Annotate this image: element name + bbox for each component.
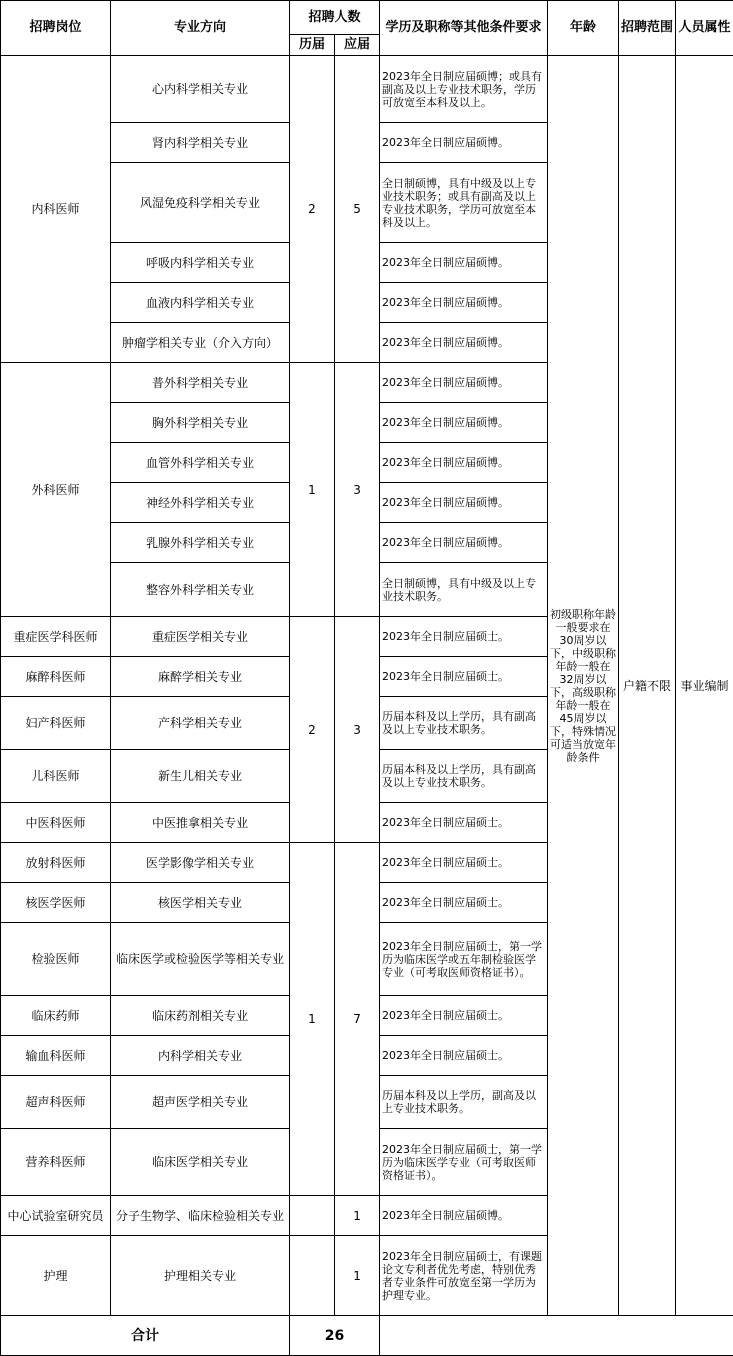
major-cell: 麻醉学相关专业 <box>111 657 290 697</box>
requirement-cell: 2023年全日制应届硕博。 <box>380 363 548 403</box>
requirement-cell: 2023年全日制应届硕博。 <box>380 243 548 283</box>
prev-count-cell: 1 <box>290 843 335 1196</box>
requirement-cell: 2023年全日制应届硕士，第一学历为临床医学或五年制检验医学专业（可考取医师资格证书）。 <box>380 923 548 996</box>
major-cell: 新生儿相关专业 <box>111 750 290 803</box>
major-cell: 产科学相关专业 <box>111 697 290 750</box>
major-cell: 呼吸内科学相关专业 <box>111 243 290 283</box>
major-cell: 核医学相关专业 <box>111 883 290 923</box>
major-cell: 血管外科学相关专业 <box>111 443 290 483</box>
requirement-cell: 2023年全日制应届硕士，第一学历为临床医学专业（可考取医师资格证书）。 <box>380 1129 548 1196</box>
header-major: 专业方向 <box>111 1 290 56</box>
requirement-cell: 2023年全日制应届硕博。 <box>380 283 548 323</box>
requirement-cell: 历届本科及以上学历，具有副高及以上专业技术职务。 <box>380 697 548 750</box>
major-cell: 肾内科学相关专业 <box>111 123 290 163</box>
requirement-cell: 2023年全日制应届硕博。 <box>380 323 548 363</box>
major-cell: 医学影像学相关专业 <box>111 843 290 883</box>
header-curr: 应届 <box>335 35 380 56</box>
curr-count-cell: 1 <box>335 1196 380 1236</box>
major-cell: 临床医学相关专业 <box>111 1129 290 1196</box>
major-cell: 分子生物学、临床检验相关专业 <box>111 1196 290 1236</box>
requirement-cell: 全日制硕博，具有中级及以上专业技术职务。 <box>380 563 548 617</box>
prev-count-cell: 2 <box>290 617 335 843</box>
prev-count-cell: 2 <box>290 56 335 363</box>
position-cell: 临床药师 <box>1 996 111 1036</box>
requirement-cell: 2023年全日制应届硕博；或具有副高及以上专业技术职务，学历可放宽至本科及以上。 <box>380 56 548 123</box>
requirement-cell: 2023年全日制应届硕士。 <box>380 996 548 1036</box>
position-cell: 外科医师 <box>1 363 111 617</box>
prev-count-cell: 1 <box>290 363 335 617</box>
major-cell: 普外科学相关专业 <box>111 363 290 403</box>
curr-count-cell: 3 <box>335 617 380 843</box>
curr-count-cell: 1 <box>335 1236 380 1316</box>
position-cell: 检验医师 <box>1 923 111 996</box>
header-requirements: 学历及职称等其他条件要求 <box>380 1 548 56</box>
requirement-cell: 历届本科及以上学历，具有副高及以上专业技术职务。 <box>380 750 548 803</box>
position-cell: 营养科医师 <box>1 1129 111 1196</box>
requirement-cell: 2023年全日制应届硕士。 <box>380 1036 548 1076</box>
requirement-cell: 2023年全日制应届硕博。 <box>380 523 548 563</box>
major-cell: 超声医学相关专业 <box>111 1076 290 1129</box>
position-cell: 核医学医师 <box>1 883 111 923</box>
requirement-cell: 全日制硕博，具有中级及以上专业技术职务；或具有副高及以上专业技术职务，学历可放宽至本科及以上。 <box>380 163 548 243</box>
major-cell: 整容外科学相关专业 <box>111 563 290 617</box>
major-cell: 肿瘤学相关专业（介入方向） <box>111 323 290 363</box>
prev-count-cell <box>290 1236 335 1316</box>
requirement-cell: 2023年全日制应届硕士。 <box>380 843 548 883</box>
requirement-cell: 2023年全日制应届硕博。 <box>380 443 548 483</box>
position-cell: 超声科医师 <box>1 1076 111 1129</box>
position-cell: 内科医师 <box>1 56 111 363</box>
position-cell: 麻醉科医师 <box>1 657 111 697</box>
requirement-cell: 2023年全日制应届硕士。 <box>380 883 548 923</box>
header-scope: 招聘范围 <box>619 1 676 56</box>
total-label: 合计 <box>1 1316 290 1356</box>
major-cell: 中医推拿相关专业 <box>111 803 290 843</box>
position-cell: 妇产科医师 <box>1 697 111 750</box>
type-cell: 事业编制 <box>676 56 733 1316</box>
major-cell: 胸外科学相关专业 <box>111 403 290 443</box>
major-cell: 心内科学相关专业 <box>111 56 290 123</box>
curr-count-cell: 5 <box>335 56 380 363</box>
curr-count-cell: 3 <box>335 363 380 617</box>
requirement-cell: 2023年全日制应届硕士，有课题论文专利者优先考虑，特别优秀者专业条件可放宽至第一学历为护理专业。 <box>380 1236 548 1316</box>
position-cell: 护理 <box>1 1236 111 1316</box>
header-count: 招聘人数 <box>290 1 380 35</box>
requirement-cell: 2023年全日制应届硕博。 <box>380 403 548 443</box>
position-cell: 中心试验室研究员 <box>1 1196 111 1236</box>
requirement-cell: 2023年全日制应届硕博。 <box>380 483 548 523</box>
major-cell: 重症医学相关专业 <box>111 617 290 657</box>
requirement-cell: 2023年全日制应届硕博。 <box>380 123 548 163</box>
position-cell: 输血科医师 <box>1 1036 111 1076</box>
major-cell: 风湿免疫科学相关专业 <box>111 163 290 243</box>
total-blank <box>380 1316 733 1356</box>
major-cell: 临床药剂相关专业 <box>111 996 290 1036</box>
requirement-cell: 2023年全日制应届硕博。 <box>380 1196 548 1236</box>
requirement-cell: 2023年全日制应届硕士。 <box>380 803 548 843</box>
position-cell: 放射科医师 <box>1 843 111 883</box>
header-prev: 历届 <box>290 35 335 56</box>
position-cell: 中医科医师 <box>1 803 111 843</box>
prev-count-cell <box>290 1196 335 1236</box>
scope-cell: 户籍不限 <box>619 56 676 1316</box>
major-cell: 血液内科学相关专业 <box>111 283 290 323</box>
position-cell: 儿科医师 <box>1 750 111 803</box>
header-position: 招聘岗位 <box>1 1 111 56</box>
requirement-cell: 2023年全日制应届硕士。 <box>380 617 548 657</box>
header-type: 人员属性 <box>676 1 733 56</box>
table-row <box>1 56 733 123</box>
requirement-cell: 历届本科及以上学历，副高及以上专业技术职务。 <box>380 1076 548 1129</box>
header-age: 年龄 <box>548 1 619 56</box>
curr-count-cell: 7 <box>335 843 380 1196</box>
age-cell: 初级职称年龄一般要求在30周岁以下，中级职称年龄一般在32周岁以下，高级职称年龄一般在45周岁以下，特殊情况可适当放宽年龄条件 <box>548 56 619 1316</box>
table-body <box>1 56 733 1356</box>
total-row <box>1 1316 733 1356</box>
total-value: 26 <box>290 1316 380 1356</box>
requirement-cell: 2023年全日制应届硕士。 <box>380 657 548 697</box>
major-cell: 内科学相关专业 <box>111 1036 290 1076</box>
position-cell: 重症医学科医师 <box>1 617 111 657</box>
major-cell: 护理相关专业 <box>111 1236 290 1316</box>
major-cell: 乳腺外科学相关专业 <box>111 523 290 563</box>
major-cell: 神经外科学相关专业 <box>111 483 290 523</box>
major-cell: 临床医学或检验医学等相关专业 <box>111 923 290 996</box>
